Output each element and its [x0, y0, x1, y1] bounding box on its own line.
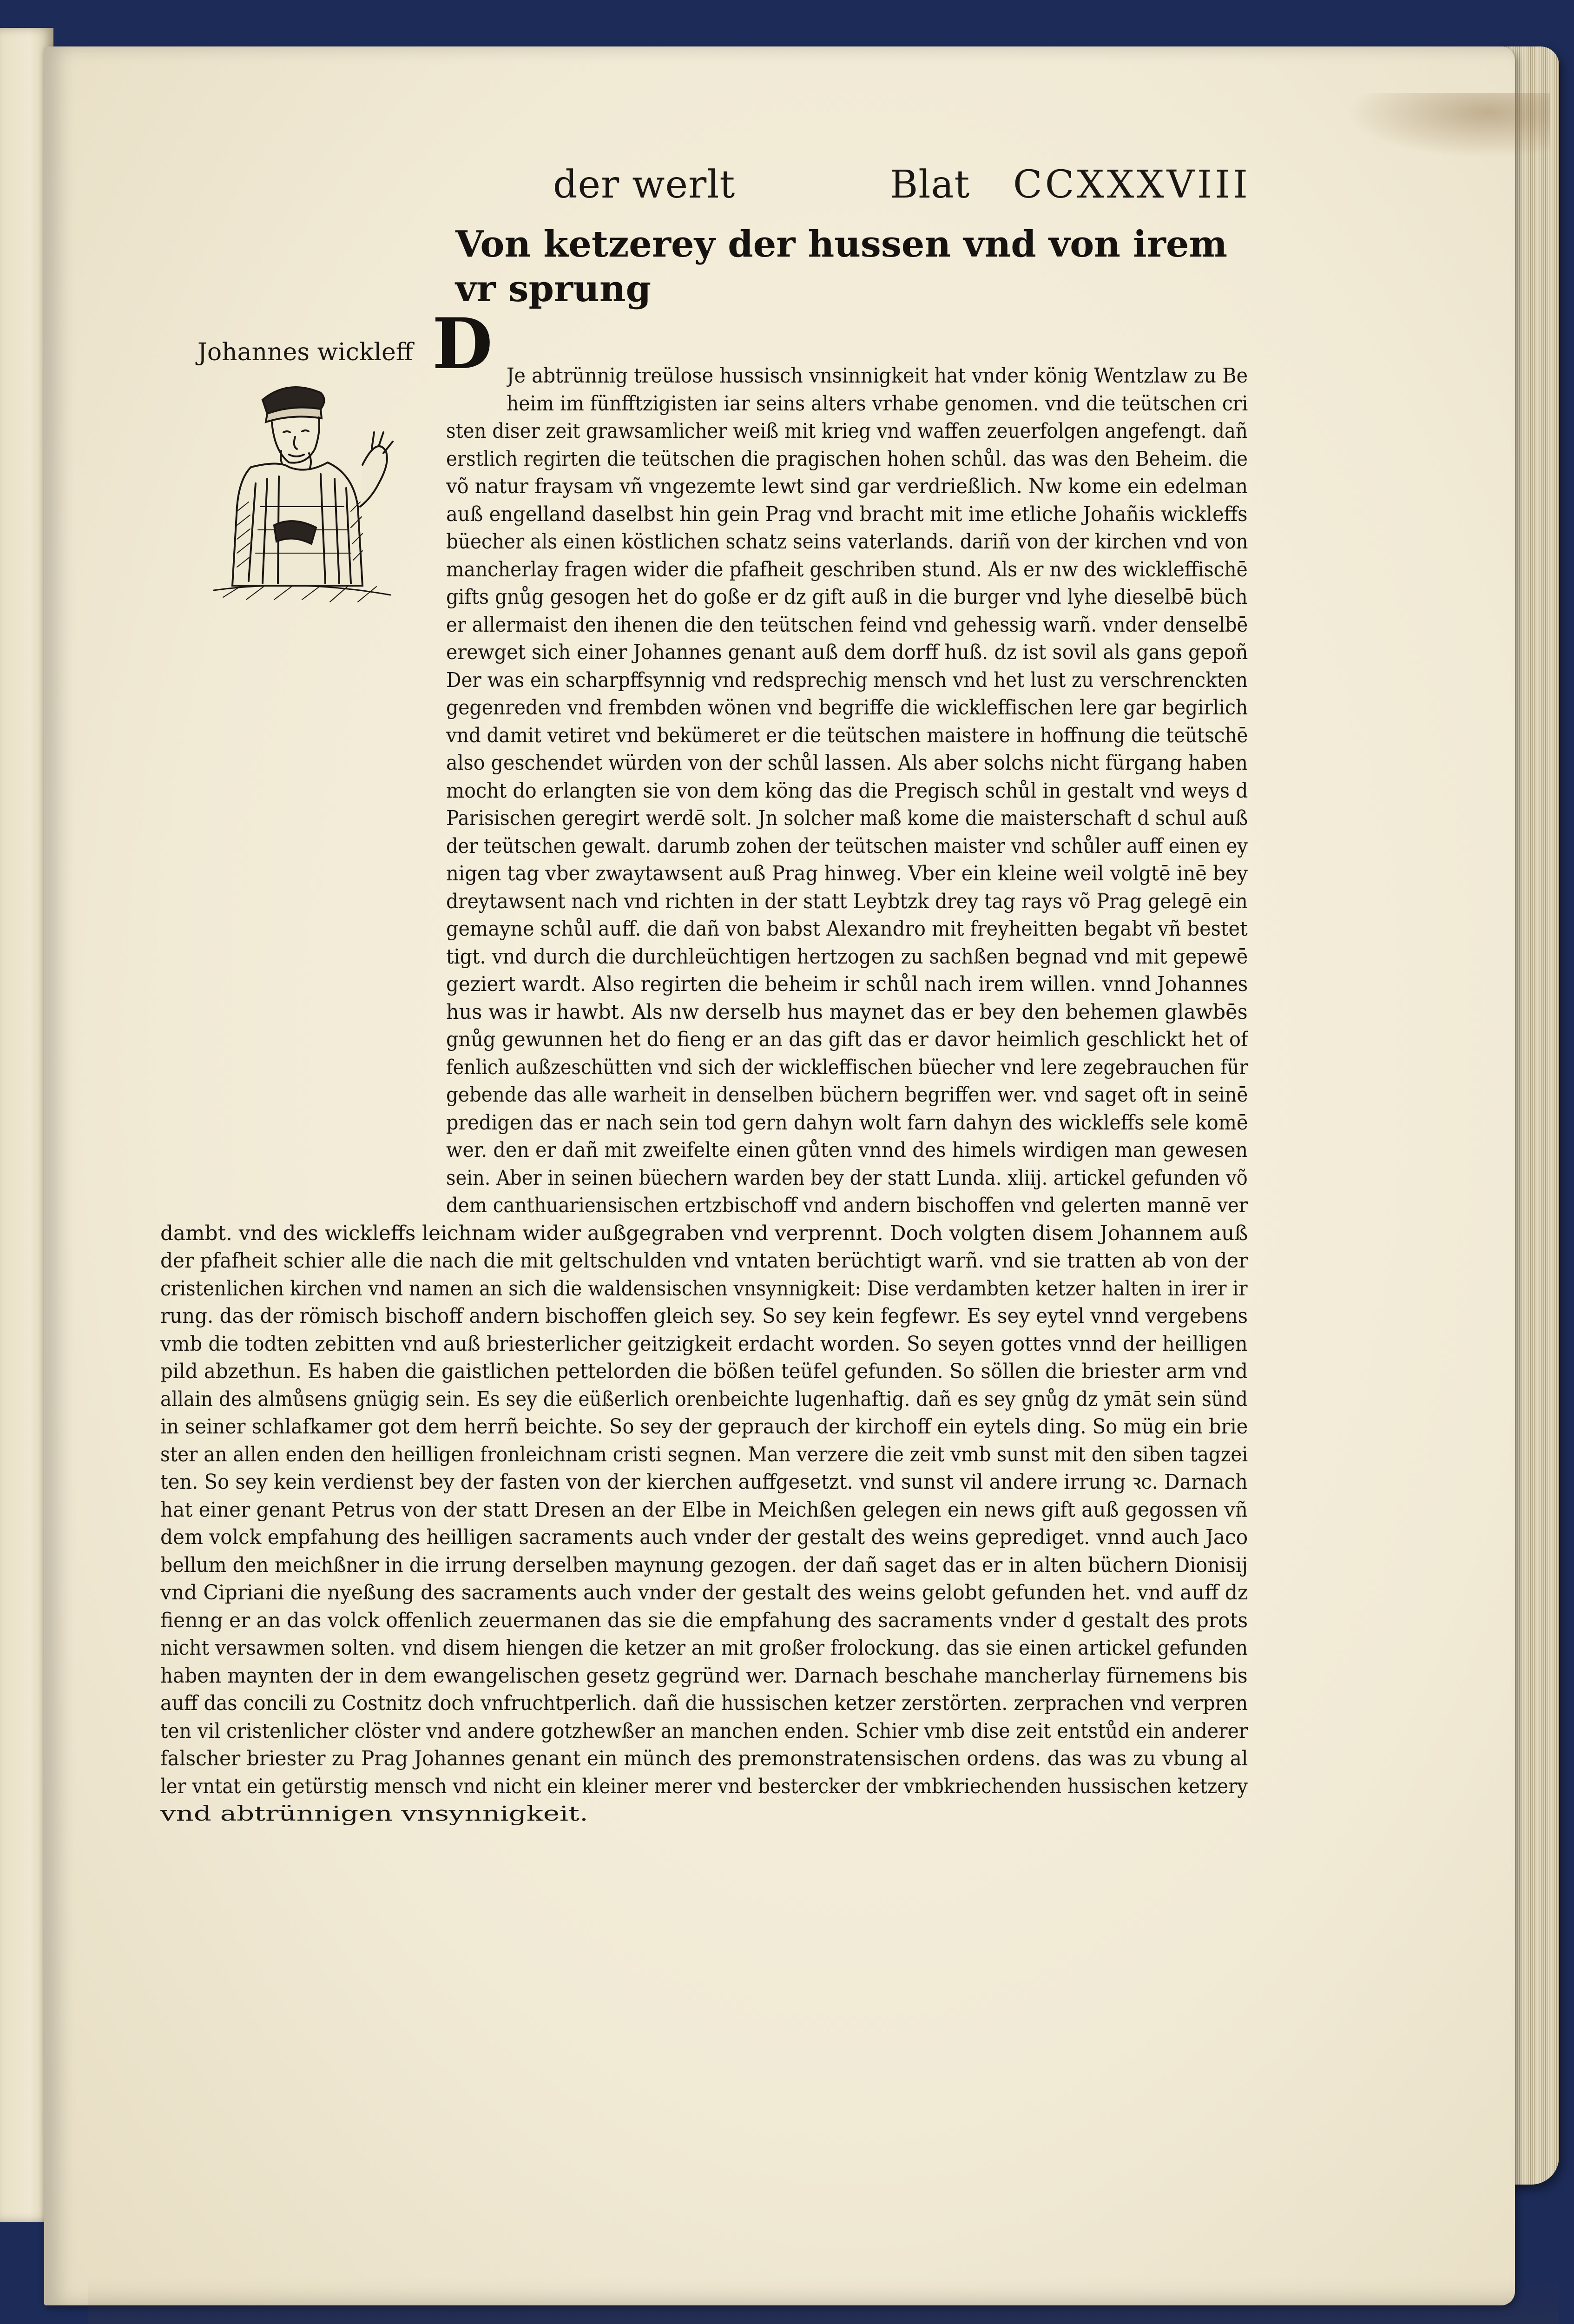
text-line: vnd abtrünnigen vnsynnigkeit. [160, 1802, 588, 1826]
text-line: ten vil cristenlicher clöster vnd andere gotzhewßer an manchen enden. Schier vmb dise zeit entstůd ein anderer [160, 1719, 1248, 1743]
text-line: vmb die todten zebitten vnd auß briesterlicher geitzigkeit erdacht worden. So seyen gottes vnnd der heilligen [160, 1332, 1248, 1356]
text-line: fenlich außzeschütten vnd sich der wickleffischen büecher vnd lere zegebrauchen für [446, 1055, 1248, 1079]
text-line: sten diser zeit grawsamlicher weiß mit krieg vnd waffen zeuerfolgen angefengt. dañ [446, 419, 1248, 443]
text-line: sein. Aber in seinen büechern warden bey der statt Lunda. xliij. artickel gefunden võ [446, 1166, 1248, 1190]
text-line: gifts gnůg gesogen het do goße er dz gift auß in die burger vnd lyhe dieselbē büch [446, 585, 1248, 609]
text-line: gnůg gewunnen het do fieng er an das gift das er davor heimlich geschlickt het of [446, 1028, 1248, 1051]
text-line: hus was ir hawbt. Als nw derselb hus maynet das er bey den behemen glawbēs [446, 1000, 1248, 1024]
text-line: vnd damit vetiret vnd bekümeret er die teütschen maistere in hoffnung die teütschē [446, 723, 1248, 747]
text-line: gegenreden vnd frembden wönen vnd begriffe die wickleffischen lere gar begirlich [446, 696, 1248, 720]
text-line: auff das concili zu Costnitz doch vnfruchtperlich. dañ die hussischen ketzer zerstörten. zerprachen vnd verpren [160, 1691, 1248, 1715]
text-line: der teütschen gewalt. darumb zohen der teütschen maister vnd schůler auff einen ey [446, 834, 1248, 858]
text-line: rung. das der römisch bischoff andern bischoffen gleich sey. So sey kein fegfewr. Es sey eytel vnnd vergebens [160, 1304, 1248, 1328]
text-line: fienng er an das volck offenlich zeuermanen das sie die empfahung des sacraments vnder d gestalt des prots [160, 1608, 1248, 1632]
text-line: auß engelland daselbst hin gein Prag vnd bracht mit ime etliche Johañis wickleffs [446, 502, 1248, 526]
portrait-caption: Johannes wickleff [198, 338, 413, 366]
text-line: Je abtrünnig treülose hussisch vnsinnigkeit hat vnder könig Wentzlaw zu Be [507, 364, 1248, 388]
text-line: predigen das er nach sein tod gern dahyn wolt farn dahyn des wickleffs sele komē [446, 1110, 1248, 1135]
chapter-title: Von ketzerey der hussen vnd von irem vr sprung [455, 223, 1228, 310]
text-line: haben maynten der in dem ewangelischen gesetz gegründ wer. Darnach beschahe mancherlay fürnemens bis [160, 1664, 1248, 1688]
text-line: dem volck empfahung des heilligen sacraments auch vnder der gestalt des weins geprediget. vnnd auch Jaco [160, 1525, 1248, 1549]
text-line: er allermaist den ihenen die den teütschen feind vnd gehessig warñ. vnder denselbē [446, 613, 1248, 637]
running-head-left: der werlt [553, 163, 736, 207]
text-line: ster an allen enden den heilligen fronleichnam cristi segnen. Man verzere die zeit vmb sunst mit den siben tagzei [160, 1442, 1248, 1466]
text-line: dreytawsent nach vnd richten in der statt Leybtzk drey tag rays võ Prag gelegē ein [446, 889, 1248, 913]
drop-initial: D [432, 303, 493, 385]
text-line: nicht versawmen solten. vnd disem hiengen die ketzer an mit großer frolockung. das sie einen artickel gefunden [160, 1636, 1248, 1660]
text-line: wer. den er dañ mit zweifelte einen gůten vnnd des himels wirdigen man gewesen [446, 1138, 1248, 1162]
text-line: gemayne schůl auff. die dañ von babst Alexandro mit freyheitten begabt vñ bestet [446, 917, 1248, 941]
text-line: nigen tag vber zwaytawsent auß Prag hinweg. Vber ein kleine weil volgtē inē bey [446, 862, 1248, 885]
text-line: geziert wardt. Also regirten die beheim ir schůl nach irem willen. vnnd Johannes [446, 972, 1248, 996]
text-line: gebende das alle warheit in denselben büchern begriffen wer. vnd saget oft in seinē [446, 1083, 1248, 1107]
text-line: erewget sich einer Johannes genant auß dem dorff huß. dz ist sovil als gans gepoñ [446, 640, 1248, 664]
text-line: mancherlay fragen wider die pfafheit geschriben stund. Als er nw des wickleffischē [446, 557, 1248, 581]
text-line: dambt. vnd des wickleffs leichnam wider außgegraben vnd verprennt. Doch volgten disem Johannem auß [160, 1221, 1248, 1245]
text-line: mocht do erlangten sie von dem köng das die Pregisch schůl in gestalt vnd weys d [446, 779, 1248, 803]
text-line: tigt. vnd durch die durchleüchtigen hertzogen zu sachßen begnad vnd mit gepewē [446, 944, 1248, 969]
page-stain [1345, 93, 1550, 158]
text-line: ten. So sey kein verdienst bey der fasten von der kierchen auffgesetzt. vnd sunst vil andere irrung ꝛc. Darnach [160, 1470, 1248, 1494]
text-line: büecher als einen köstlichen schatz seins vaterlands. dariñ von der kirchen vnd von [446, 530, 1248, 554]
text-line: vnd Cipriani die nyeßung des sacraments auch vnder der gestalt des weins gelobt gefunden het. vnd auff dz [160, 1581, 1248, 1604]
text-line: Parisischen geregirt werdē solt. Jn solcher maß kome die maisterschaft d schul auß [446, 806, 1248, 830]
text-line: erstlich regirten die teütschen die pragischen hohen schůl. das was den Beheim. die [446, 447, 1248, 471]
text-line: võ natur fraysam vñ vngezemte lewt sind gar verdrießlich. Nw kome ein edelman [446, 475, 1248, 498]
text-line: allain des almůsens gnügig sein. Es sey die eüßerlich orenbeichte lugenhaftig. dañ es sey gnůg dz ymāt sein sünd [160, 1387, 1248, 1411]
illustration-float [160, 335, 437, 1136]
text-line: dem canthuariensischen ertzbischoff vnd andern bischoffen vnd gelerten mannē ver [446, 1194, 1248, 1217]
text-line: in seiner schlafkamer got dem herrñ beichte. So sey der geprauch der kirchoff ein eytels ding. So müg ein brie [160, 1415, 1248, 1439]
text-line: der pfafheit schier alle die nach die mit geltschulden vnd vntaten berüchtigt warñ. vnd sie tratten ab von der [160, 1249, 1248, 1273]
folio-number: CCXXXVIII [1013, 163, 1251, 207]
text-line: ler vntat ein getürstig mensch vnd nicht ein kleiner merer vnd bestercker der vmbkriechenden hussischen ketzery [160, 1774, 1248, 1798]
running-head-blat: Blat [890, 163, 970, 207]
text-line: hat einer genant Petrus von der statt Dresen an der Elbe in Meichßen gelegen ein news gift auß gegossen vñ [160, 1498, 1248, 1522]
text-line: also geschendet würden von der schůl lassen. Als aber solchs nicht fürgang haben [446, 751, 1248, 775]
body-text [160, 303, 1248, 1855]
text-line: falscher briester zu Prag Johannes genant ein münch des premonstratensischen ordens. das was zu vbung al [160, 1747, 1248, 1770]
page-shadow [88, 2278, 1559, 2324]
text-line: cristenlichen kirchen vnd namen an sich die waldensischen vnsynnigkeit: Dise verdambten ketzer halten in irer ir [160, 1276, 1248, 1301]
text-line: Der was ein scharpffsynnig vnd redsprechig mensch vnd het lust zu verschrenckten [446, 668, 1248, 692]
text-line: bellum den meichßner in die irrung derselben maynung gezogen. der dañ saget das er in alten büchern Dionisij [160, 1553, 1248, 1577]
text-line: pild abzethun. Es haben die gaistlichen pettelorden die bößen teüfel gefunden. So söllen die briester arm vnd [160, 1360, 1248, 1383]
text-line: heim im fünfftzigisten iar seins alters vrhabe genomen. vnd die teütschen cri [507, 391, 1248, 416]
